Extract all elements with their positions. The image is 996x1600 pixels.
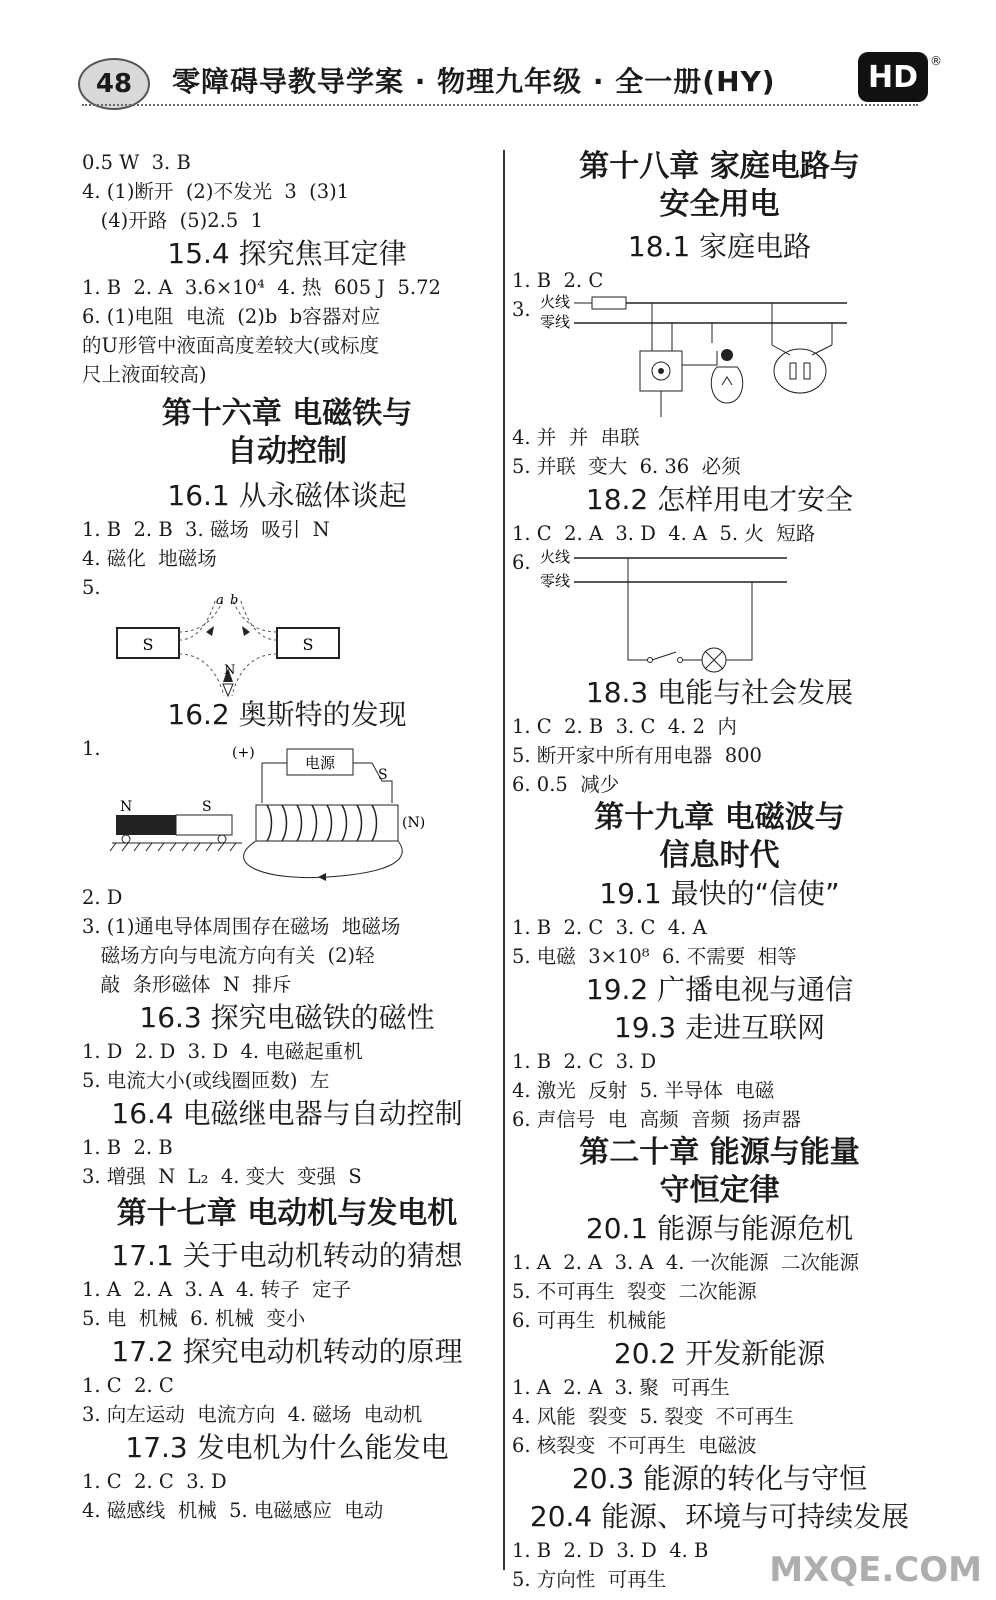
answer-line: 6. 0.5 减少 bbox=[512, 773, 620, 796]
answer-line: (4)开路 (5)2.5 1 bbox=[82, 209, 264, 232]
answer-line: 3. (1)通电导体周围存在磁场 地磁场 bbox=[82, 915, 401, 938]
answer-line: 1. B 2. B 3. 磁场 吸引 N bbox=[82, 518, 330, 541]
page-header bbox=[0, 0, 996, 118]
answer-line: 1. B 2. A 3.6×10⁴ 4. 热 605 J 5.72 bbox=[82, 276, 441, 299]
live-wire-label: 火线 bbox=[540, 293, 571, 311]
book-title: 零障碍导教导学案 · 物理九年级 · 全一册(HY) bbox=[172, 65, 776, 98]
answer-line: 敲 条形磁体 N 排斥 bbox=[82, 973, 292, 996]
answer-line: 5. 电磁 3×10⁸ 6. 不需要 相等 bbox=[512, 945, 797, 968]
switch-label: S bbox=[378, 767, 388, 783]
line-b-label: b bbox=[230, 593, 239, 608]
chapter-heading: 第二十章 能源与能量 bbox=[579, 1135, 860, 1170]
answer-line: 6. 声信号 电 高频 音频 扬声器 bbox=[512, 1108, 801, 1131]
answer-line: 5. 不可再生 裂变 二次能源 bbox=[512, 1280, 757, 1303]
magnet-s-left-label: S bbox=[142, 635, 154, 654]
section-heading: 15.4 探究焦耳定律 bbox=[167, 237, 407, 270]
answer-line: 尺上液面较高) bbox=[82, 363, 207, 386]
chapter-heading: 第十八章 家庭电路与 bbox=[579, 149, 860, 184]
answer-line: 3. 向左运动 电流方向 4. 磁场 电动机 bbox=[82, 1403, 423, 1426]
answer-line: 1. B 2. C 3. D bbox=[512, 1050, 657, 1073]
answer-line: 3. 增强 N L₂ 4. 变大 变强 S bbox=[82, 1165, 362, 1188]
answer-line: 的U形管中液面高度差较大(或标度 bbox=[82, 334, 380, 357]
chapter-heading: 自动控制 bbox=[227, 434, 347, 469]
section-heading: 16.3 探究电磁铁的磁性 bbox=[139, 1001, 435, 1034]
answer-line: 1. bbox=[82, 737, 101, 760]
answer-line: 1. A 2. A 3. A 4. 转子 定子 bbox=[82, 1278, 352, 1301]
magnet-field-figure bbox=[82, 593, 492, 696]
registered-mark: ® bbox=[930, 54, 942, 68]
header-rule bbox=[82, 104, 918, 106]
answer-line: 4. 激光 反射 5. 半导体 电磁 bbox=[512, 1079, 775, 1102]
answer-line: 5. 电流大小(或线圈匝数) 左 bbox=[82, 1069, 330, 1092]
section-heading: 16.4 电磁继电器与自动控制 bbox=[111, 1097, 463, 1130]
page-number: 48 bbox=[78, 58, 150, 110]
answer-line: 4. 磁化 地磁场 bbox=[82, 547, 217, 570]
answer-line: 5. 电 机械 6. 机械 变小 bbox=[82, 1307, 306, 1330]
neutral-wire-label: 零线 bbox=[540, 572, 571, 590]
lamp-circuit-figure bbox=[512, 548, 927, 674]
chapter-heading: 第十七章 电动机与发电机 bbox=[116, 1196, 458, 1231]
section-heading: 17.1 关于电动机转动的猜想 bbox=[111, 1239, 463, 1272]
answer-line: 磁场方向与电流方向有关 (2)轻 bbox=[82, 944, 375, 967]
watermark: MXQE.COM bbox=[769, 1550, 982, 1590]
section-heading: 18.3 电能与社会发展 bbox=[585, 676, 854, 709]
section-heading: 16.1 从永磁体谈起 bbox=[167, 479, 407, 512]
answer-line: 1. C 2. C 3. D bbox=[82, 1470, 227, 1493]
section-heading: 16.2 奥斯特的发现 bbox=[167, 698, 407, 731]
answer-line: 6. (1)电阻 电流 (2)b b容器对应 bbox=[82, 305, 381, 328]
section-heading: 20.3 能源的转化与守恒 bbox=[571, 1462, 868, 1495]
answer-line: 1. D 2. D 3. D 4. 电磁起重机 bbox=[82, 1040, 363, 1063]
household-circuit-figure bbox=[512, 295, 927, 423]
right-column bbox=[512, 148, 927, 1594]
live-wire-label: 火线 bbox=[540, 548, 571, 566]
answer-line: 6. bbox=[512, 551, 531, 574]
answer-line: 6. 可再生 机械能 bbox=[512, 1309, 667, 1332]
section-heading: 17.2 探究电动机转动的原理 bbox=[111, 1335, 463, 1368]
compass-n-label: N bbox=[224, 663, 236, 678]
positive-terminal-label: (+) bbox=[232, 745, 255, 761]
answer-line: 5. bbox=[82, 576, 101, 599]
answer-line: 4. 磁感线 机械 5. 电磁感应 电动 bbox=[82, 1499, 384, 1522]
answer-line: 3. bbox=[512, 298, 531, 321]
section-heading: 18.2 怎样用电才安全 bbox=[585, 483, 854, 516]
north-pole-label: (N) bbox=[402, 815, 426, 831]
answer-line: 4. 并 并 串联 bbox=[512, 426, 640, 449]
answer-line: 1. B 2. B bbox=[82, 1136, 173, 1159]
chapter-heading: 安全用电 bbox=[659, 187, 780, 222]
section-heading: 19.1 最快的“信使” bbox=[599, 877, 840, 910]
section-heading: 20.2 开发新能源 bbox=[613, 1337, 826, 1370]
column-divider bbox=[503, 150, 505, 1570]
answer-line: 0.5 W 3. B bbox=[82, 151, 191, 174]
answer-line: 1. B 2. C bbox=[512, 269, 604, 292]
section-heading: 20.4 能源、环境与可持续发展 bbox=[529, 1500, 910, 1533]
answer-line: 1. C 2. C bbox=[82, 1374, 174, 1397]
answer-line: 1. A 2. A 3. A 4. 一次能源 二次能源 bbox=[512, 1251, 860, 1274]
chapter-heading: 第十六章 电磁铁与 bbox=[161, 396, 413, 431]
chapter-heading: 信息时代 bbox=[659, 838, 780, 873]
answer-line: 6. 核裂变 不可再生 电磁波 bbox=[512, 1434, 757, 1457]
answer-line: 5. 方向性 可再生 bbox=[512, 1568, 667, 1591]
power-source-label: 电源 bbox=[304, 754, 336, 772]
answer-line: 1. C 2. B 3. C 4. 2 内 bbox=[512, 715, 737, 738]
answer-line: 1. B 2. C 3. C 4. A bbox=[512, 916, 707, 939]
answer-line: 4. (1)断开 (2)不发光 3 (3)1 bbox=[82, 180, 350, 203]
bar-magnet-s-label: S bbox=[202, 799, 212, 815]
answer-line: 5. 断开家中所有用电器 800 bbox=[512, 744, 762, 767]
section-heading: 17.3 发电机为什么能发电 bbox=[125, 1431, 449, 1464]
magnet-s-right-label: S bbox=[302, 635, 314, 654]
section-heading: 19.3 走进互联网 bbox=[613, 1011, 826, 1044]
line-a-label: a bbox=[216, 593, 224, 608]
answer-line: 2. D bbox=[82, 886, 123, 909]
answer-line: 1. B 2. D 3. D 4. B bbox=[512, 1539, 709, 1562]
answer-line: 1. A 2. A 3. 聚 可再生 bbox=[512, 1376, 730, 1399]
answer-line: 1. C 2. A 3. D 4. A 5. 火 短路 bbox=[512, 522, 816, 545]
section-heading: 19.2 广播电视与通信 bbox=[585, 973, 854, 1006]
bar-magnet-n-label: N bbox=[120, 799, 133, 815]
chapter-heading: 守恒定律 bbox=[659, 1173, 780, 1208]
publisher-logo: HD bbox=[858, 52, 928, 102]
section-heading: 20.1 能源与能源危机 bbox=[585, 1212, 854, 1245]
chapter-heading: 第十九章 电磁波与 bbox=[594, 800, 845, 835]
answer-line: 5. 并联 变大 6. 36 必须 bbox=[512, 455, 741, 478]
electromagnet-figure bbox=[82, 745, 492, 883]
neutral-wire-label: 零线 bbox=[540, 313, 571, 331]
section-heading: 18.1 家庭电路 bbox=[627, 230, 812, 263]
left-column bbox=[82, 148, 492, 1525]
answer-line: 4. 风能 裂变 5. 裂变 不可再生 bbox=[512, 1405, 794, 1428]
